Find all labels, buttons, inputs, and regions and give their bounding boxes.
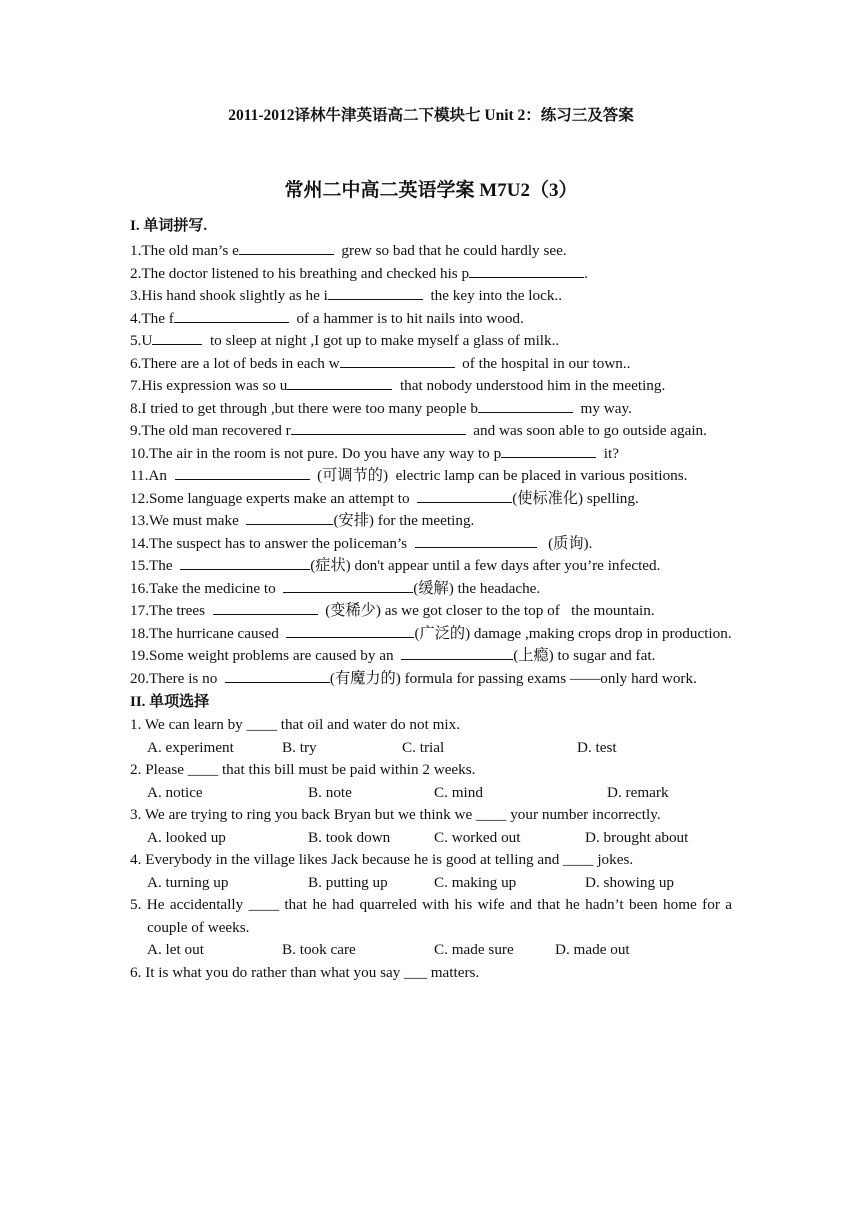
- question-text-after: of the hospital in our town..: [454, 354, 631, 372]
- spelling-question: [130, 398, 732, 421]
- spelling-question: [130, 645, 732, 668]
- choice-option[interactable]: C. worked out: [434, 828, 521, 846]
- answer-blank[interactable]: [417, 488, 512, 503]
- spelling-question: [130, 443, 732, 466]
- choice-option[interactable]: B. note: [308, 783, 352, 801]
- top-title: 2011-2012译林牛津英语高二下模块七 Unit 2：练习三及答案: [228, 107, 634, 124]
- choice-option[interactable]: A. notice: [147, 783, 203, 801]
- question-text-before: 9.The old man recovered r: [130, 422, 291, 439]
- question-text-after: (有魔力的) formula for passing exams ——only hard work.: [329, 669, 697, 687]
- question-text-after: grew so bad that he could hardly see.: [333, 242, 567, 259]
- answer-blank[interactable]: [401, 645, 513, 660]
- choice-options: [130, 827, 732, 850]
- choice-option[interactable]: A. experiment: [147, 738, 234, 756]
- question-text-after: that nobody understood him in the meeting.: [392, 377, 666, 394]
- answer-blank[interactable]: [287, 375, 392, 390]
- choice-option[interactable]: C. making up: [434, 873, 517, 891]
- document-page: [130, 100, 732, 984]
- spelling-question: [130, 240, 732, 263]
- answer-blank[interactable]: [213, 600, 318, 615]
- answer-blank[interactable]: [239, 240, 334, 255]
- spelling-question: [130, 555, 732, 578]
- question-text-before: 1.The old man’s e: [130, 242, 239, 259]
- spelling-question: [130, 263, 732, 286]
- question-text-after: (质询).: [536, 534, 593, 552]
- question-text-before: 19.Some weight problems are caused by an: [130, 647, 402, 664]
- spelling-question: [130, 375, 732, 398]
- spelling-question: [130, 420, 732, 443]
- spelling-question: [130, 488, 732, 511]
- question-text-before: 16.Take the medicine to: [130, 579, 284, 597]
- answer-blank[interactable]: [152, 330, 202, 345]
- section-heading-multiple-choice: II. 单项选择: [130, 694, 210, 710]
- choice-options: [130, 939, 732, 962]
- question-text-before: 15.The: [130, 557, 181, 574]
- question-text-after: (缓解) the headache.: [413, 579, 541, 597]
- section-heading-spelling: I. 单词拼写.: [130, 218, 208, 234]
- document-title: 常州二中高二英语学案 M7U2（3）: [284, 180, 578, 201]
- choice-question: 2. Please ____ that this bill must be paid within 2 weeks.: [130, 761, 476, 778]
- question-text-before: 8.I tried to get through ,but there were too many people b: [130, 399, 478, 417]
- question-text-after: of a hammer is to hit nails into wood.: [288, 309, 524, 327]
- spelling-question: [130, 353, 732, 376]
- spelling-question: [130, 510, 732, 533]
- answer-blank[interactable]: [340, 353, 455, 368]
- question-text-before: 18.The hurricane caused: [130, 624, 287, 642]
- choice-question: 4. Everybody in the village likes Jack because he is good at telling and ____ jokes.: [130, 851, 634, 868]
- choice-option[interactable]: B. took care: [282, 941, 356, 958]
- question-text-after: (症状) don't appear until a few days after you’re infected.: [310, 557, 661, 574]
- answer-blank[interactable]: [291, 420, 466, 435]
- choice-option[interactable]: D. brought about: [585, 828, 689, 846]
- answer-blank[interactable]: [246, 510, 333, 525]
- answer-blank[interactable]: [175, 465, 310, 480]
- spelling-question: [130, 600, 732, 623]
- question-text-before: 6.There are a lot of beds in each w: [130, 354, 340, 372]
- question-text-before: 14.The suspect has to answer the policeman’s: [130, 534, 415, 552]
- choice-option[interactable]: A. turning up: [147, 873, 229, 891]
- choice-option[interactable]: A. looked up: [147, 828, 226, 846]
- choice-options: [130, 782, 732, 805]
- question-text-before: 20.There is no: [130, 669, 225, 687]
- spelling-question: [130, 578, 732, 601]
- question-text-after: (可调节的) electric lamp can be placed in various positions.: [309, 467, 688, 484]
- question-text-after: (使标准化) spelling.: [512, 489, 639, 507]
- spelling-question: [130, 623, 732, 646]
- question-text-before: 7.His expression was so u: [130, 377, 288, 394]
- choice-option[interactable]: B. took down: [308, 828, 391, 846]
- question-text-before: 11.An: [130, 467, 175, 484]
- question-text-after: and was soon able to go outside again.: [465, 422, 707, 439]
- answer-blank[interactable]: [286, 623, 414, 638]
- choice-option[interactable]: B. try: [282, 738, 317, 756]
- question-text-after: (上瘾) to sugar and fat.: [513, 647, 656, 664]
- spelling-question: [130, 533, 732, 556]
- choice-question: 1. We can learn by ____ that oil and water do not mix.: [130, 716, 461, 733]
- question-text-before: 10.The air in the room is not pure. Do you have any way to p: [130, 444, 502, 462]
- spelling-question: [130, 668, 732, 691]
- answer-blank[interactable]: [501, 443, 596, 458]
- question-text-before: 2.The doctor listened to his breathing and checked his p: [130, 264, 470, 282]
- question-text-before: 12.Some language experts make an attempt to: [130, 489, 418, 507]
- answer-blank[interactable]: [328, 285, 423, 300]
- question-text-after: to sleep at night ,I got up to make myself a glass of milk..: [202, 332, 560, 349]
- question-text-after: my way.: [572, 399, 632, 417]
- question-text-before: 4.The f: [130, 309, 174, 327]
- choice-option[interactable]: D. made out: [555, 941, 630, 958]
- question-text-after: (安排) for the meeting.: [333, 512, 475, 529]
- spelling-question: [130, 330, 732, 353]
- question-text-after: (变稀少) as we got closer to the top of the mountain.: [317, 602, 655, 619]
- choice-option[interactable]: A. let out: [147, 941, 204, 958]
- spelling-question: [130, 308, 732, 331]
- choice-question: 5. He accidentally ____ that he had quarreled with his wife and that he hadn’t been home for a couple of weeks.: [130, 896, 732, 936]
- answer-blank[interactable]: [415, 533, 537, 548]
- question-text-before: 5.U: [130, 332, 153, 349]
- choice-option[interactable]: D. remark: [607, 783, 669, 801]
- spelling-question: [130, 465, 732, 488]
- choice-option[interactable]: D. test: [577, 738, 617, 756]
- choice-option[interactable]: C. made sure: [434, 941, 514, 958]
- choice-option[interactable]: C. trial: [402, 738, 445, 756]
- answer-blank[interactable]: [225, 668, 330, 683]
- choice-option[interactable]: B. putting up: [308, 873, 388, 891]
- answer-blank[interactable]: [174, 308, 289, 323]
- question-text-before: 13.We must make: [130, 512, 247, 529]
- question-text-after: .: [584, 264, 588, 282]
- answer-blank[interactable]: [469, 263, 584, 278]
- choice-option[interactable]: C. mind: [434, 783, 483, 801]
- answer-blank[interactable]: [283, 578, 413, 593]
- multiple-choice-list: [130, 714, 732, 984]
- question-text-after: the key into the lock..: [422, 287, 563, 304]
- answer-blank[interactable]: [478, 398, 573, 413]
- answer-blank[interactable]: [180, 555, 310, 570]
- question-text-after: (广泛的) damage ,making crops drop in production.: [414, 624, 732, 642]
- question-text-before: 3.His hand shook slightly as he i: [130, 287, 328, 304]
- question-text-before: 17.The trees: [130, 602, 213, 619]
- spelling-question-list: [130, 240, 732, 690]
- choice-question: 3. We are trying to ring you back Bryan but we think we ____ your number incorrectly.: [130, 806, 661, 823]
- choice-option[interactable]: D. showing up: [585, 873, 675, 891]
- choice-options: [130, 872, 732, 895]
- choice-question: 6. It is what you do rather than what you say ___ matters.: [130, 963, 480, 981]
- question-text-after: it?: [596, 444, 619, 462]
- spelling-question: [130, 285, 732, 308]
- choice-options: [130, 737, 732, 760]
